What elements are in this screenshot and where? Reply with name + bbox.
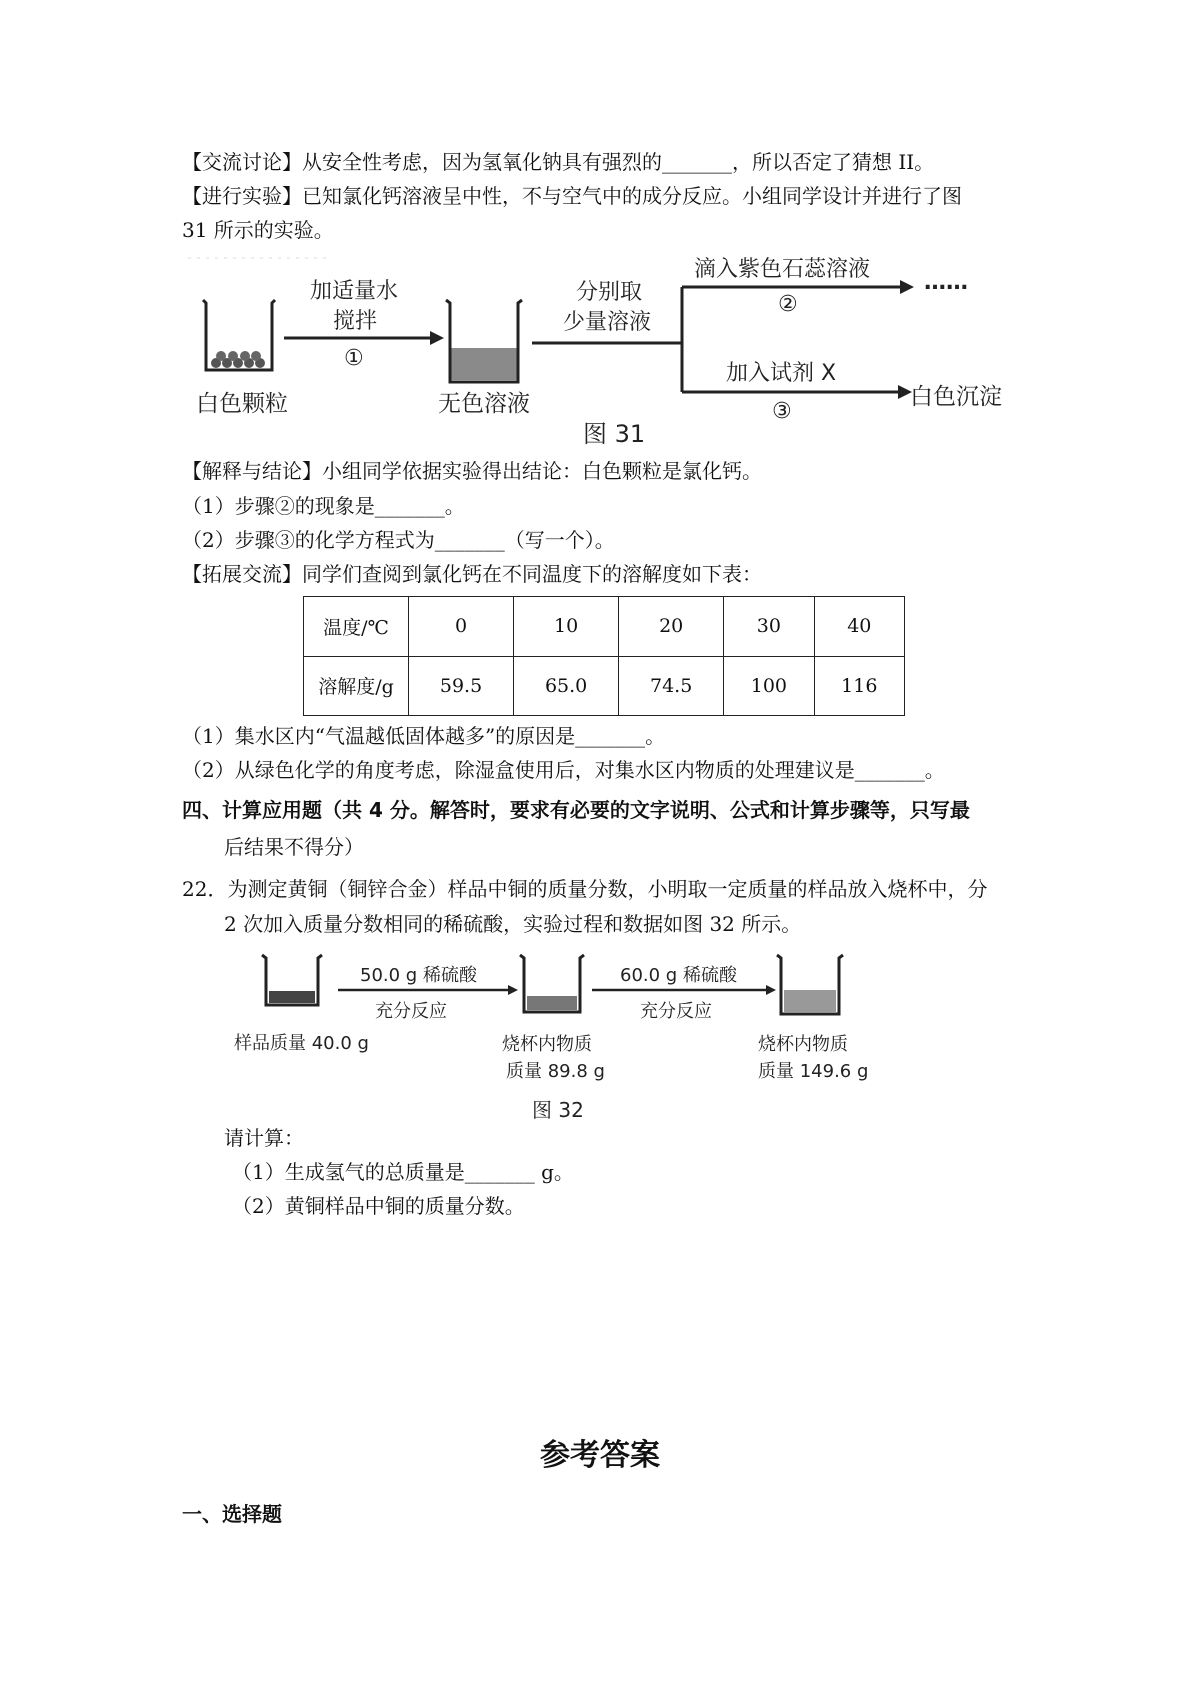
- fig32-caption: 图 32: [532, 1098, 584, 1122]
- section-4-heading: 四、计算应用题（共 4 分。解答时，要求有必要的文字说明、公式和计算步骤等，只写最: [182, 798, 970, 822]
- answer-title: 参考答案: [540, 1438, 660, 1473]
- table-cell: 59.5: [409, 656, 514, 716]
- table-header-solubility: 溶解度/g: [304, 656, 409, 716]
- fig32-beaker3-label-line1: 烧杯内物质: [758, 1034, 848, 1055]
- fig32-arrow2-bottom: 充分反应: [640, 1001, 712, 1022]
- beaker-after-second-acid-icon: [777, 955, 843, 1014]
- conclusion-paragraph: 【解释与结论】小组同学依据实验得出结论：白色颗粒是氯化钙。: [182, 459, 762, 483]
- table-cell: 0: [409, 597, 514, 657]
- section-4-heading-line2: 后结果不得分）: [224, 835, 364, 859]
- table-cell: 65.0: [514, 656, 619, 716]
- fig31-beaker2-label: 无色溶液: [438, 391, 530, 417]
- fig32-beaker3-label-line2: 质量 149.6 g: [758, 1061, 869, 1082]
- fig31-branch-down-num: ③: [772, 399, 792, 424]
- question-2: （2）步骤③的化学方程式为_______（写一个）。: [182, 528, 615, 552]
- table-cell: 100: [724, 656, 814, 716]
- fig32-arrow2-top: 60.0 g 稀硫酸: [620, 965, 737, 986]
- fig31-caption: 图 31: [583, 420, 646, 448]
- table-cell: 74.5: [619, 656, 724, 716]
- question-1: （1）步骤②的现象是_______。: [182, 494, 465, 518]
- fig31-step1-bottom: 搅拌: [333, 309, 378, 334]
- table-cell: 30: [724, 597, 814, 657]
- table-cell: 20: [619, 597, 724, 657]
- fig31-branch-up-label: 滴入紫色石蕊溶液: [694, 257, 871, 282]
- table-cell: 40: [814, 597, 904, 657]
- section-1-heading: 一、选择题: [182, 1502, 282, 1526]
- fig31-step1-num: ①: [344, 346, 364, 371]
- fig31-step1-top: 加适量水: [310, 279, 399, 304]
- experiment-paragraph-line1: 【进行实验】已知氯化钙溶液呈中性，不与空气中的成分反应。小组同学设计并进行了图: [182, 184, 962, 208]
- problem-22-line2: 2 次加入质量分数相同的稀硫酸，实验过程和数据如图 32 所示。: [224, 912, 802, 936]
- table-cell: 116: [814, 656, 904, 716]
- fig32-arrow1-bottom: 充分反应: [375, 1001, 447, 1022]
- fig31-branch-up-num: ②: [778, 292, 798, 317]
- fig31-split-bottom: 少量溶液: [563, 310, 652, 335]
- discussion-paragraph: 【交流讨论】从安全性考虑，因为氢氧化钠具有强烈的_______，所以否定了猜想 II。: [182, 150, 935, 174]
- fig31-branch-down-result: 白色沉淀: [910, 384, 1002, 410]
- fig31-branch-up-result: ……: [924, 270, 968, 295]
- beaker-after-first-acid-icon: [520, 955, 584, 1012]
- question-4: （2）从绿色化学的角度考虑，除湿盒使用后，对集水区内物质的处理建议是_______。: [182, 758, 945, 782]
- experiment-paragraph-line2: 31 所示的实验。: [182, 218, 334, 242]
- fig32-beaker2-label-line1: 烧杯内物质: [502, 1034, 592, 1055]
- fig31-branch-down-label: 加入试剂 X: [726, 361, 837, 386]
- calc-question-2: （2）黄铜样品中铜的质量分数。: [232, 1194, 525, 1218]
- fig31-beaker1-label: 白色颗粒: [196, 391, 288, 417]
- fig32-arrow1-top: 50.0 g 稀硫酸: [360, 965, 477, 986]
- calc-question-1: （1）生成氢气的总质量是_______ g。: [232, 1160, 574, 1184]
- table-cell: 10: [514, 597, 619, 657]
- table-header-temperature: 温度/℃: [304, 597, 409, 657]
- question-3: （1）集水区内“气温越低固体越多”的原因是_______。: [182, 724, 666, 748]
- beaker-sample-icon: [262, 955, 322, 1005]
- fig32-beaker2-label-line2: 质量 89.8 g: [506, 1061, 605, 1082]
- fig31-split-top: 分别取: [576, 280, 643, 305]
- calc-prompt: 请计算：: [224, 1126, 304, 1150]
- extension-paragraph: 【拓展交流】同学们查阅到氯化钙在不同温度下的溶解度如下表：: [182, 562, 762, 586]
- problem-22-line1: 22．为测定黄铜（铜锌合金）样品中铜的质量分数，小明取一定质量的样品放入烧杯中，分: [182, 877, 988, 901]
- fig32-beaker1-label: 样品质量 40.0 g: [234, 1033, 369, 1054]
